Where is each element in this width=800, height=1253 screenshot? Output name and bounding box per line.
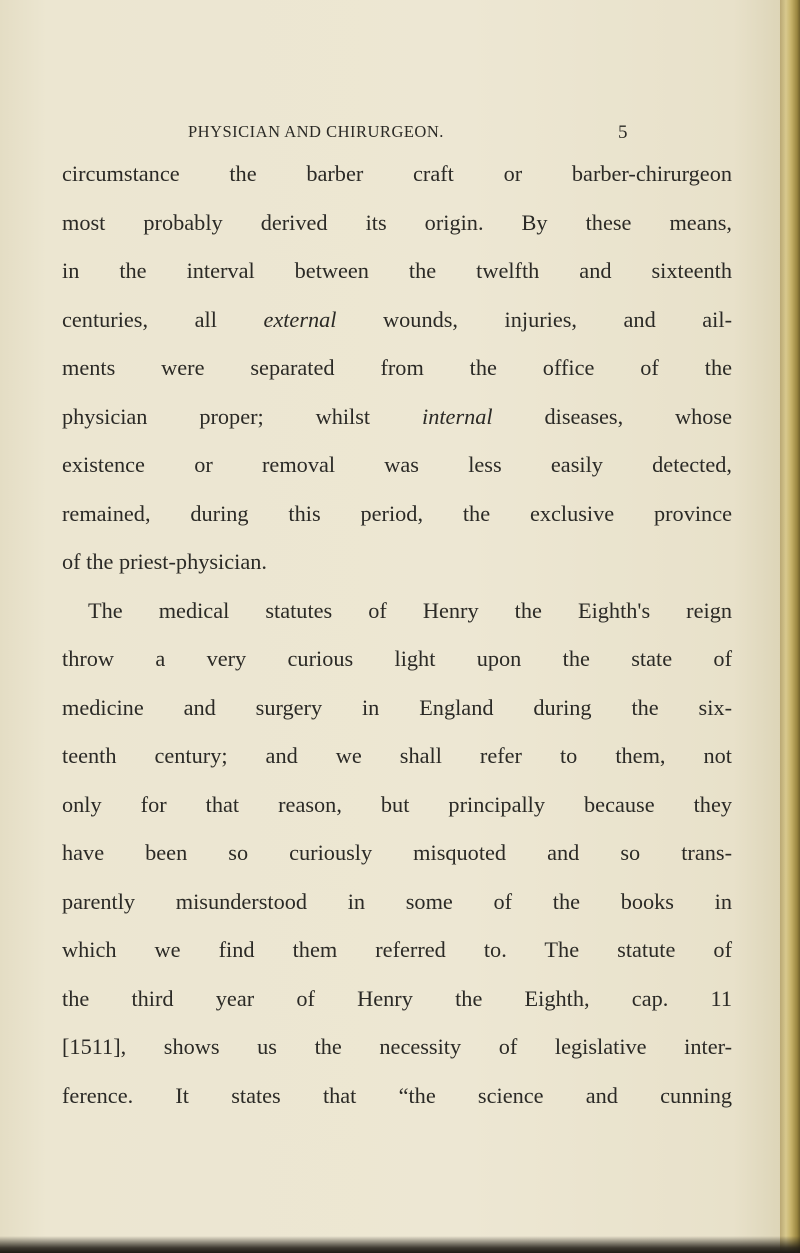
text-line: [62, 393, 732, 442]
text-line: [62, 296, 732, 345]
text-run: centuries, all: [62, 306, 264, 332]
text-line: parently misunderstood in some of the books in: [62, 888, 732, 914]
text-line: of the priest-physician.: [62, 549, 267, 574]
text-line: in the interval between the twelfth and sixteenth: [62, 258, 732, 283]
text-run: physician proper; whilst: [62, 403, 423, 429]
text-line: which we find them referred to. The statute of: [62, 937, 732, 962]
text-line: throw a very curious light upon the state of: [62, 646, 732, 671]
page-bottom-shadow: [0, 1236, 800, 1253]
running-head: [188, 122, 628, 152]
text-line: only for that reason, but principally because they: [62, 791, 732, 817]
text-line: most probably derived its origin. By these means,: [62, 209, 732, 235]
text-line: medicine and surgery in England during the six-: [62, 694, 732, 720]
text-run: wounds, injuries, and ail-: [336, 306, 732, 332]
text-line: ments were separated from the office of the: [62, 355, 732, 380]
text-line: The medical statutes of Henry the Eighth's reign: [88, 597, 732, 623]
italic-word: external: [263, 306, 337, 332]
body-text: [62, 150, 732, 1120]
text-line: ference. It states that “the science and cunning: [62, 1082, 732, 1108]
page-number: 5: [618, 122, 628, 143]
italic-word: internal: [422, 403, 493, 429]
running-head-title: PHYSICIAN AND CHIRURGEON.: [188, 122, 444, 141]
text-line: the third year of Henry the Eighth, cap. 11: [62, 985, 732, 1011]
text-line: remained, during this period, the exclusive province: [62, 500, 732, 526]
page-edge: [780, 0, 800, 1253]
text-line: have been so curiously misquoted and so trans-: [62, 840, 732, 865]
text-run: diseases, whose: [492, 403, 733, 429]
text-line: circumstance the barber craft or barber-chirurgeon: [62, 161, 732, 186]
text-line: teenth century; and we shall refer to them, not: [62, 743, 732, 768]
text-line: existence or removal was less easily detected,: [62, 452, 732, 477]
text-line: [1511], shows us the necessity of legislative inter-: [62, 1034, 732, 1059]
